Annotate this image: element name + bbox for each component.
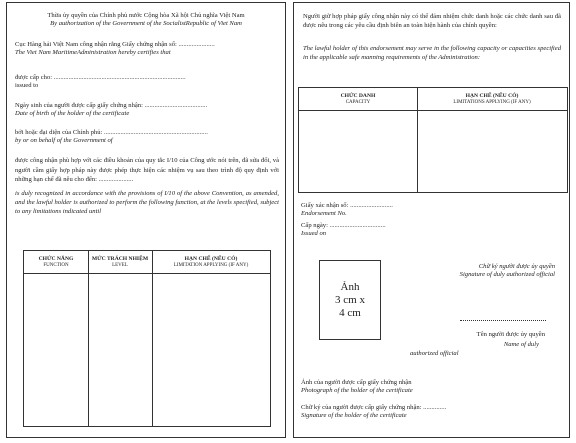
- table-header-divider: [24, 273, 270, 274]
- certify-vi: Cục Hàng hải Việt Nam công nhận rằng Giấy chứng nhận số: ......................: [15, 41, 215, 48]
- certify-en: The Viet Nam MaritimeAdministration hereby certifies that: [15, 49, 171, 56]
- holder-signature-vi: Chữ ký của người được cấp giấy chứng nhận: ..............: [301, 404, 447, 411]
- col-capacity-header: [299, 93, 417, 106]
- col-capacity-en: CAPACITY: [345, 99, 371, 105]
- capacity-table: [298, 87, 568, 193]
- holder-signature-en: Signature of the holder of the certificate: [301, 412, 407, 419]
- intro-en: The lawful holder of this endorsement may serve in the following capacity or capacities specified in the applicable safe manning requirements of the Administration:: [303, 45, 561, 61]
- photo-size-line2: 4 cm: [339, 306, 361, 319]
- paragraph-vi: được công nhận phù hợp với các điều khoản của quy tắc I/10 của Công ước nói trên, đã sửa đổi, và người cầm giấy hợp pháp này được phép thực hiện các nhiệm vụ sau theo trình độ quy định với những hạn chế đã nêu cho đến: .....................: [15, 157, 279, 183]
- col-capacity-vi: CHỨC DANH: [340, 93, 376, 99]
- photo-placeholder: [319, 260, 381, 340]
- endorsement-en: Endorsement No.: [301, 210, 347, 217]
- left-page: [6, 2, 286, 438]
- photo-size-line1: 3 cm x: [335, 293, 365, 306]
- col-function-vi: CHỨC NĂNG: [38, 256, 74, 262]
- col-limitation-en: LIMITATION APPLYING (IF ANY): [173, 262, 249, 268]
- photo-holder-en: Photograph of the holder of the certificate: [301, 387, 413, 394]
- paragraph-en: is duly recognized in accordance with the provisions of I/10 of the above Convention, as amended, and the lawful holder is authorized to perform the following function, at the levels specified, subject to any limitations indicated until: [15, 190, 279, 215]
- col-level-en: LEVEL: [112, 262, 128, 268]
- issued-vi: được cấp cho: ................................................................................: [15, 74, 186, 81]
- endorsement-vi: Giấy xác nhận số: ..........................: [301, 202, 393, 209]
- right-page: [293, 2, 570, 438]
- col-limitations-header: [417, 93, 567, 106]
- dob-vi: Ngày sinh của người được cấp giấy chứng nhận: ......................................: [15, 102, 208, 109]
- col-limitations-en: LIMITATIONS APPLYING (IF ANY): [453, 99, 531, 105]
- by-vi: bởi hoặc đại diện của Chính phủ: ...............................................................: [15, 129, 208, 136]
- table-header-divider: [299, 110, 567, 111]
- col-limitations-vi: HẠN CHẾ (NẾU CÓ): [465, 93, 519, 99]
- signature-line: [460, 320, 546, 321]
- col-limitation-header: [152, 256, 270, 269]
- left-title-en: By authorization of the Government of the SocialistRepublic of Viet Nam: [50, 20, 242, 27]
- intro-vi: Người giữ hợp pháp giấy công nhận này có thể đảm nhiệm chức danh hoặc các chức danh sau đã được nêu trong các yêu cầu định biên an toàn hiện hành của chính quyền:: [303, 13, 561, 29]
- name-en: Name of duly: [503, 341, 539, 348]
- issued-on-en: Issued on: [301, 230, 327, 237]
- name-vi: Tên người được ủy quyền: [476, 331, 545, 338]
- table-divider: [152, 251, 153, 426]
- function-table: [23, 250, 271, 427]
- signature-en: Signature of duly authorized official: [459, 271, 555, 278]
- issued-on-vi: Cấp ngày: ..................................: [301, 222, 386, 229]
- signature-vi: Chữ ký người được ủy quyền: [478, 263, 555, 270]
- photo-label: Ảnh: [340, 280, 360, 293]
- dob-en: Date of birth of the holder of the certificate: [15, 110, 130, 117]
- table-divider: [88, 251, 89, 426]
- authorized-en: authorized official: [410, 350, 459, 357]
- col-function-header: [24, 256, 88, 269]
- by-en: by or on behalf of the Government of: [15, 137, 113, 144]
- col-limitation-vi: HẠN CHẾ (NẾU CÓ): [184, 256, 238, 262]
- photo-holder-vi: Ảnh của người được cấp giấy chứng nhận: [301, 379, 412, 386]
- col-function-en: FUNCTION: [43, 262, 69, 268]
- left-title: Thừa ủy quyền của Chính phủ nước Cộng hòa Xã hội Chủ nghĩa Việt Nam: [47, 12, 245, 19]
- col-level-header: [88, 256, 152, 269]
- issued-en: issued to: [15, 82, 39, 89]
- col-level-vi: MỨC TRÁCH NHIỆM: [91, 256, 149, 262]
